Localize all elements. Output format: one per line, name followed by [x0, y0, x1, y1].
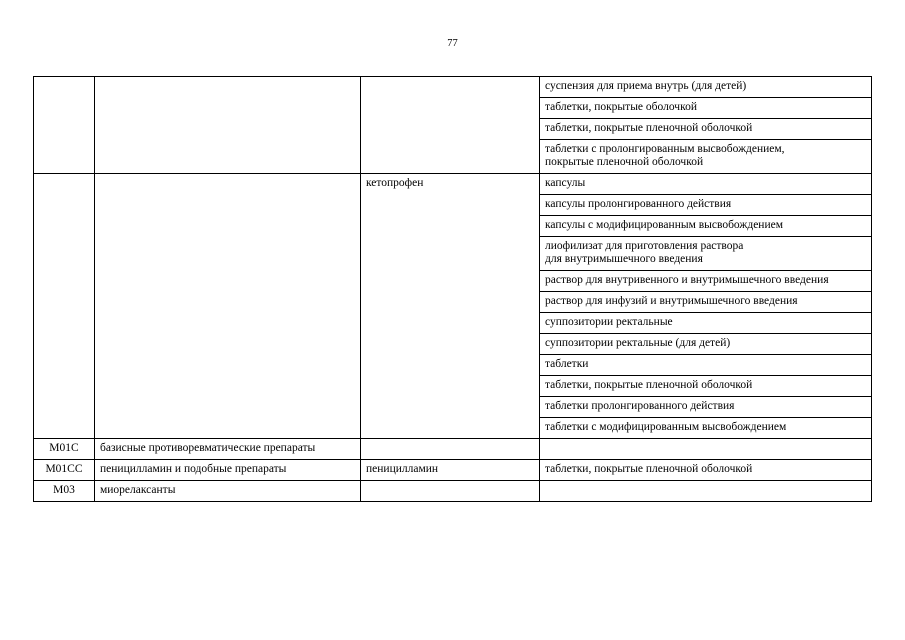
table-body [34, 77, 872, 502]
atc-code-cell: M01CC [34, 460, 95, 481]
dosage-form-cell: капсулы пролонгированного действия [540, 195, 872, 216]
dosage-form-cell: таблетки, покрытые пленочной оболочкой [540, 376, 872, 397]
dosage-form-cell: таблетки с пролонгированным высвобождением, покрытые пленочной оболочкой [540, 140, 872, 174]
dosage-form-cell: таблетки, покрытые оболочкой [540, 98, 872, 119]
page-number: 77 [447, 38, 458, 49]
dosage-form-cell: таблетки, покрытые пленочной оболочкой [540, 460, 872, 481]
substance-cell [361, 77, 540, 174]
atc-code-cell [34, 174, 95, 439]
atc-code-cell: M03 [34, 481, 95, 502]
substance-cell [361, 439, 540, 460]
dosage-form-cell: раствор для внутривенного и внутримышечного введения [540, 271, 872, 292]
dosage-form-cell: суспензия для приема внутрь (для детей) [540, 77, 872, 98]
group-name-cell [95, 77, 361, 174]
substance-cell: кетопрофен [361, 174, 540, 439]
table-row [34, 77, 872, 98]
dosage-form-cell: раствор для инфузий и внутримышечного введения [540, 292, 872, 313]
dosage-form-cell: таблетки с модифицированным высвобождением [540, 418, 872, 439]
group-name-cell [95, 174, 361, 439]
dosage-form-cell: капсулы с модифицированным высвобождением [540, 216, 872, 237]
group-name-cell: пеницилламин и подобные препараты [95, 460, 361, 481]
table-row [34, 439, 872, 460]
dosage-form-cell: капсулы [540, 174, 872, 195]
dosage-form-cell: таблетки пролонгированного действия [540, 397, 872, 418]
drug-table [33, 76, 872, 502]
dosage-form-cell: суппозитории ректальные (для детей) [540, 334, 872, 355]
atc-code-cell [34, 77, 95, 174]
table-row [34, 460, 872, 481]
group-name-cell: миорелаксанты [95, 481, 361, 502]
table-row [34, 174, 872, 195]
dosage-form-cell: лиофилизат для приготовления раствора для внутримышечного введения [540, 237, 872, 271]
dosage-form-cell: таблетки, покрытые пленочной оболочкой [540, 119, 872, 140]
dosage-form-cell: таблетки [540, 355, 872, 376]
dosage-form-cell [540, 439, 872, 460]
dosage-form-cell: суппозитории ректальные [540, 313, 872, 334]
dosage-form-cell [540, 481, 872, 502]
atc-code-cell: M01C [34, 439, 95, 460]
table-row [34, 481, 872, 502]
group-name-cell: базисные противоревматические препараты [95, 439, 361, 460]
substance-cell [361, 481, 540, 502]
substance-cell: пеницилламин [361, 460, 540, 481]
